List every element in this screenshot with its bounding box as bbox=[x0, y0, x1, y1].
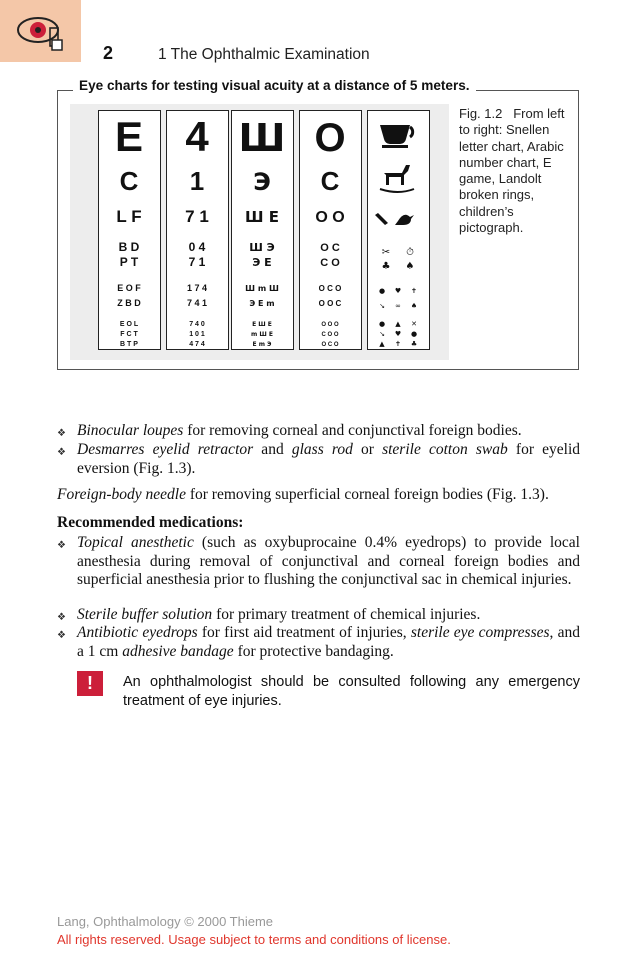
chart-row: C O O bbox=[321, 332, 339, 338]
chart-row: Ш bbox=[238, 116, 286, 160]
svg-text:↘: ↘ bbox=[379, 302, 385, 310]
arabic-number-chart bbox=[166, 110, 229, 350]
svg-text:⏱: ⏱ bbox=[406, 247, 414, 258]
list-item: Sterile buffer solution for primary treatment of chemical injuries. bbox=[77, 606, 481, 623]
chart-row: 7 1 bbox=[185, 207, 209, 226]
svg-text:♥: ♥ bbox=[394, 330, 402, 338]
running-header: 1 The Ophthalmic Examination bbox=[158, 46, 370, 63]
figure-caption bbox=[459, 106, 577, 236]
caption-label: Fig. 1.2 bbox=[459, 106, 503, 121]
chart-row: 1 0 1 bbox=[189, 331, 205, 338]
svg-text:♣: ♣ bbox=[410, 340, 418, 348]
bullet-icon: ❖ bbox=[57, 428, 66, 439]
svg-text:♠: ♠ bbox=[405, 261, 415, 272]
chart-row: E bbox=[114, 113, 144, 160]
bird-and-brush-icon bbox=[375, 213, 414, 225]
chart-row: Э E m bbox=[249, 299, 275, 308]
footer-copyright: Lang, Ophthalmology © 2000 Thieme bbox=[57, 914, 274, 929]
svg-text:●: ● bbox=[378, 320, 386, 328]
chart-row: O C O bbox=[321, 342, 339, 348]
landolt-ring-chart bbox=[299, 110, 362, 350]
chart-row: Ш E bbox=[245, 208, 279, 226]
chart-row: Ш m Ш bbox=[245, 284, 279, 293]
chart-row: C bbox=[320, 166, 340, 196]
caption-text: From left to right: Snellen letter chart, Arabic number chart, E game, Landolt broken rings, children’s pictograph. bbox=[459, 106, 565, 236]
chart-row: O C bbox=[320, 242, 340, 254]
bullet-icon: ❖ bbox=[57, 612, 66, 623]
svg-text:▲: ▲ bbox=[379, 340, 385, 348]
chart-row: B T P bbox=[120, 341, 138, 348]
snellen-chart bbox=[98, 110, 161, 350]
chart-row: Э bbox=[253, 168, 271, 196]
chart-row: F C T bbox=[120, 331, 138, 338]
chart-row: E O F bbox=[117, 283, 141, 293]
chart-row: 0 4 bbox=[188, 240, 206, 254]
chart-row: O bbox=[314, 116, 346, 160]
chart-row: 7 1 bbox=[188, 255, 206, 269]
chart-row: 7 4 1 bbox=[186, 298, 208, 308]
svg-text:✝: ✝ bbox=[395, 340, 401, 348]
rocking-horse-icon bbox=[380, 165, 414, 192]
svg-text:●: ● bbox=[378, 287, 386, 295]
chart-row: 4 7 4 bbox=[189, 341, 205, 348]
chart-row: E m Э bbox=[252, 341, 272, 348]
chapter-tab bbox=[0, 0, 81, 62]
warning-icon: ! bbox=[77, 671, 103, 696]
chart-row: O O C bbox=[318, 299, 342, 308]
svg-text:✂: ✂ bbox=[381, 247, 391, 258]
bullet-icon: ❖ bbox=[57, 540, 66, 551]
bullet-icon: ❖ bbox=[57, 630, 66, 641]
chart-row: O O bbox=[315, 209, 345, 226]
chart-row: P T bbox=[119, 255, 139, 269]
chart-row: 4 bbox=[185, 113, 209, 160]
chart-row: m Ш E bbox=[251, 331, 273, 338]
e-game-chart bbox=[231, 110, 294, 350]
eye-dropper-icon bbox=[12, 10, 70, 54]
chart-row: C O bbox=[320, 257, 340, 269]
chart-row: 1 7 4 bbox=[186, 283, 208, 293]
chart-row: E O L bbox=[119, 321, 139, 328]
chart-row: O O O bbox=[321, 322, 339, 328]
chart-row: C bbox=[119, 166, 139, 196]
paragraph: Foreign-body needle for removing superficial corneal foreign bodies (Fig. 1.3). bbox=[57, 486, 549, 503]
svg-text:♣: ♣ bbox=[381, 261, 391, 272]
childrens-pictograph-chart bbox=[367, 110, 430, 350]
list-item: Antibiotic eyedrops for first aid treatment of injuries, sterile eye compresses, and a 1 cm adhesive bandage for protective bandaging. bbox=[77, 624, 580, 660]
page-number: 2 bbox=[103, 43, 114, 63]
svg-text:▲: ▲ bbox=[395, 320, 401, 328]
bullet-icon: ❖ bbox=[57, 447, 66, 458]
chart-row: Ш Э bbox=[249, 241, 275, 254]
svg-text:♠: ♠ bbox=[410, 302, 418, 310]
chart-row: 7 4 0 bbox=[189, 321, 205, 328]
chart-row: Z B D bbox=[117, 298, 141, 308]
svg-text:●: ● bbox=[410, 330, 418, 338]
eye-charts-image bbox=[70, 104, 449, 360]
chart-row: O C O bbox=[318, 284, 342, 293]
cup-icon bbox=[380, 125, 413, 148]
svg-text:♥: ♥ bbox=[394, 287, 402, 295]
chart-row: E Ш E bbox=[252, 321, 272, 328]
chart-row: Э E bbox=[252, 256, 272, 269]
chart-row: 1 bbox=[189, 166, 205, 196]
svg-text:↘: ↘ bbox=[379, 330, 385, 338]
svg-text:✝: ✝ bbox=[411, 287, 417, 295]
figure-title: Eye charts for testing visual acuity at a distance of 5 meters. bbox=[73, 78, 476, 93]
chart-row: L F bbox=[116, 207, 142, 226]
list-item: Topical anesthetic (such as oxybuprocaine 0.4% eyedrops) to provide local anesthesia during removal of conjunctival and corneal foreign bodies and superficial anesthesia prior to flushing the conjunctival sac in chemical injuries. bbox=[77, 534, 580, 589]
svg-text:✕: ✕ bbox=[411, 320, 417, 328]
warning-text: An ophthalmologist should be consulted following any emergency treatment of eye injuries. bbox=[123, 674, 580, 709]
list-item: Desmarres eyelid retractor and glass rod or sterile cotton swab for eyelid eversion (Fig. 1.3). bbox=[77, 441, 581, 477]
list-item: Binocular loupes for removing corneal and conjunctival foreign bodies. bbox=[77, 422, 522, 439]
svg-text:∞: ∞ bbox=[395, 302, 401, 310]
chart-row: B D bbox=[118, 240, 140, 254]
footer-license: All rights reserved. Usage subject to terms and conditions of license. bbox=[57, 932, 451, 947]
section-heading: Recommended medications: bbox=[57, 514, 244, 531]
